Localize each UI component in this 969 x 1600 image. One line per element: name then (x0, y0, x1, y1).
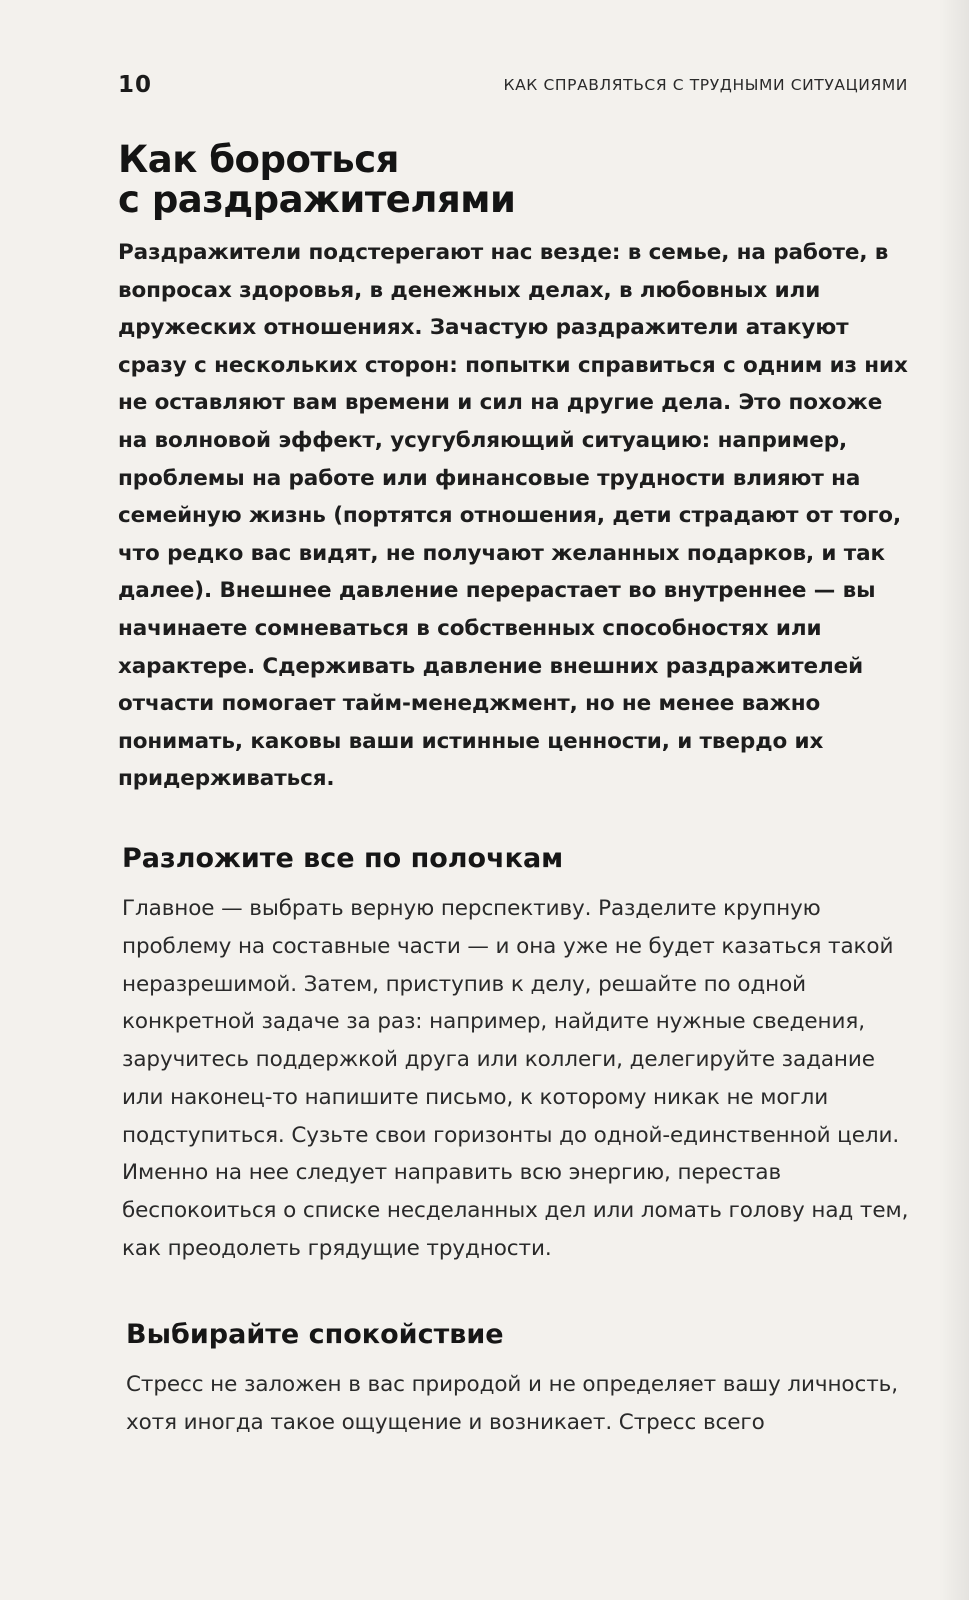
chapter-title (118, 140, 913, 220)
lead-paragraph: Раздражители подстерегают нас везде: в семье, на работе, в вопросах здоровья, в денежных делах, в любовных или дружеских отношениях. Зачастую раздражители атакуют сразу с нескольких сторон: попытки справиться с одним из них не оставляют вам времени и сил на другие дела. Это похоже на волновой эффект, усугубляющий ситуацию: например, проблемы на работе или финансовые трудности влияют на семейную жизнь (портятся отношения, дети страдают от того, что редко вас видят, не получают желанных подарков, и так далее). Внешнее давление перерастает во внутреннее — вы начинаете сомневаться в собственных способностях или характере. Сдерживать давление внешних раздражителей отчасти помогает тайм-менеджмент, но не менее важно понимать, каковы ваши истинные ценности, и твердо их придерживаться. (118, 240, 908, 792)
chapter-title-line-1: Как бороться (118, 138, 399, 181)
section-title-choose-calm: Выбирайте спокойствие (126, 1318, 504, 1350)
section-paragraph-sort-out: Главное — выбрать верную перспективу. Разделите крупную проблему на составные части — и она уже не будет казаться такой неразрешимой. Затем, приступив к делу, решайте по одной конкретной задаче за раз: например, найдите нужные сведения, заручитесь поддержкой друга или коллеги, делегируйте задание или наконец-то напишите письмо, к которому никак не могли подступиться. Сузьте свои горизонты до одной-единственной цели. Именно на нее следует направить всю энергию, перестав беспокоиться о списке несделанных дел или ломать голову над тем, как преодолеть грядущие трудности. (122, 895, 909, 1262)
running-head (118, 72, 908, 102)
page-gutter-shadow (939, 0, 969, 1600)
page-number: 10 (118, 72, 153, 98)
page-content (118, 140, 913, 1441)
section-paragraph-choose-calm: Стресс не заложен в вас природой и не определяет вашу личность, хотя иногда такое ощущение и возникает. Стресс всего (126, 1371, 898, 1435)
section-title-sort-out: Разложите все по полочкам (122, 842, 564, 874)
running-title: КАК СПРАВЛЯТЬСЯ С ТРУДНЫМИ СИТУАЦИЯМИ (503, 76, 908, 94)
chapter-title-line-2: с раздражителями (118, 178, 516, 221)
